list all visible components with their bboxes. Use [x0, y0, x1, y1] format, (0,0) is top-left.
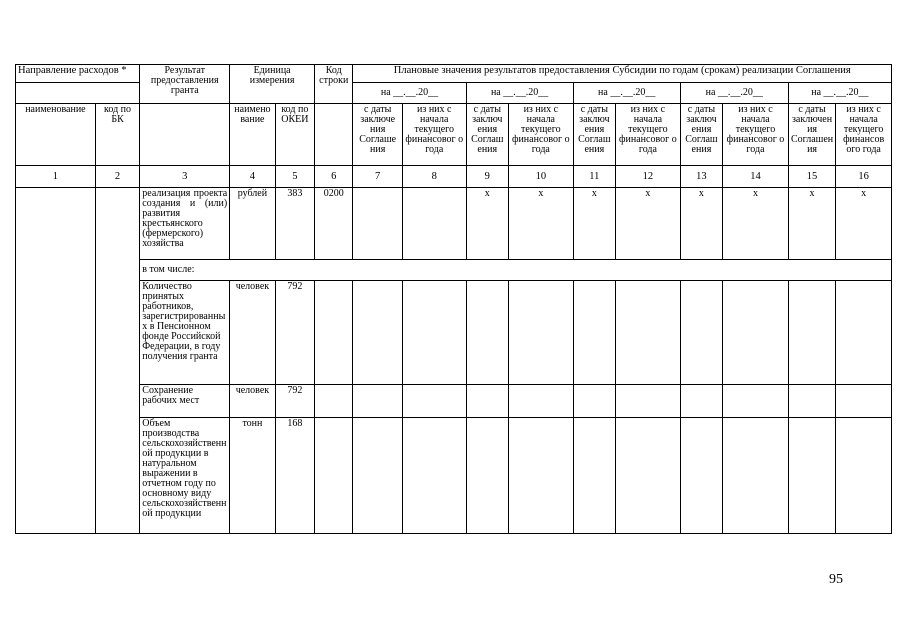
row-unit: человек — [230, 385, 275, 418]
row-value — [680, 418, 722, 534]
row-value — [353, 418, 403, 534]
row-value — [402, 281, 466, 385]
row-value: x — [508, 188, 573, 260]
row-value — [466, 418, 508, 534]
row-okei: 383 — [275, 188, 314, 260]
col-number: 6 — [315, 166, 353, 188]
row-value — [616, 281, 681, 385]
header-direction: Направление расходов * — [16, 65, 140, 83]
row-unit: тонн — [230, 418, 275, 534]
results-table — [15, 64, 892, 534]
header-plan: Плановые значения результатов предоставления Субсидии по годам (срокам) реализации Соглашения — [353, 65, 892, 83]
row-okei: 792 — [275, 281, 314, 385]
header-period-1: на __.__.20__ — [353, 83, 466, 104]
row-value — [723, 385, 789, 418]
row-value — [466, 281, 508, 385]
header-from-date-1: с даты заключе ния Соглаше ния — [353, 104, 403, 166]
col-number: 2 — [95, 166, 139, 188]
row-value — [573, 281, 615, 385]
row-value: x — [680, 188, 722, 260]
header-from-date-3: с даты заключ ения Соглаш ения — [573, 104, 615, 166]
row-value: x — [788, 188, 835, 260]
row-code: 0200 — [315, 188, 353, 260]
col-number: 15 — [788, 166, 835, 188]
col-number: 10 — [508, 166, 573, 188]
row-value — [402, 188, 466, 260]
row-unit: человек — [230, 281, 275, 385]
col-number: 13 — [680, 166, 722, 188]
header-from-start-4: из них с начала текущего финансовог о года — [723, 104, 789, 166]
header-from-date-5: с даты заключен ия Соглашен ия — [788, 104, 835, 166]
row-code — [315, 281, 353, 385]
header-code-bk: код по БК — [95, 104, 139, 166]
col-number: 7 — [353, 166, 403, 188]
row-value — [573, 418, 615, 534]
header-result: Результат предоставления гранта — [140, 65, 230, 104]
col-number: 14 — [723, 166, 789, 188]
row-value: x — [723, 188, 789, 260]
row-okei: 168 — [275, 418, 314, 534]
row-value — [508, 281, 573, 385]
row-result: Объем производства сельскохозяйственной продукции в натуральном выражении в отчетном году по основному виду сельскохозяйственной продукции — [140, 418, 230, 534]
col-number: 9 — [466, 166, 508, 188]
row-value — [616, 418, 681, 534]
header-unit-name: наимено вание — [230, 104, 275, 166]
row-value — [508, 418, 573, 534]
header-code-okei: код по ОКЕИ — [275, 104, 314, 166]
direction-name-cell — [16, 188, 96, 534]
header-name: наименование — [16, 104, 96, 166]
row-code — [315, 418, 353, 534]
row-value — [836, 385, 892, 418]
header-from-date-4: с даты заключ ения Соглаш ения — [680, 104, 722, 166]
row-value — [723, 281, 789, 385]
row-value — [723, 418, 789, 534]
row-value — [353, 281, 403, 385]
header-result-sub — [140, 104, 230, 166]
col-number: 1 — [16, 166, 96, 188]
col-number: 16 — [836, 166, 892, 188]
row-unit: рублей — [230, 188, 275, 260]
col-number: 3 — [140, 166, 230, 188]
col-number: 12 — [616, 166, 681, 188]
header-from-start-1: из них с начала текущего финансовог о года — [402, 104, 466, 166]
row-result: Количество принятых работников, зарегистрированных в Пенсионном фонде Российской Федерации, в году получения гранта — [140, 281, 230, 385]
header-unit: Единица измерения — [230, 65, 315, 104]
col-number: 5 — [275, 166, 314, 188]
row-value — [788, 418, 835, 534]
row-value — [616, 385, 681, 418]
row-value — [836, 418, 892, 534]
header-code-row: Код строки — [315, 65, 353, 104]
row-value — [788, 281, 835, 385]
header-period-5: на __.__.20__ — [788, 83, 891, 104]
row-value — [836, 281, 892, 385]
header-from-start-5: из них с начала текущего финансов ого года — [836, 104, 892, 166]
row-value: x — [466, 188, 508, 260]
header-direction-spacer — [16, 83, 140, 104]
header-period-3: на __.__.20__ — [573, 83, 680, 104]
row-value — [680, 385, 722, 418]
header-period-4: на __.__.20__ — [680, 83, 788, 104]
row-value: x — [836, 188, 892, 260]
row-value: x — [573, 188, 615, 260]
row-value — [466, 385, 508, 418]
row-code — [315, 385, 353, 418]
row-value — [353, 385, 403, 418]
header-period-2: на __.__.20__ — [466, 83, 573, 104]
header-from-date-2: с даты заключ ения Соглаш ения — [466, 104, 508, 166]
row-value — [402, 385, 466, 418]
row-result: реализация проекта создания и (или) развития крестьянского (фермерского) хозяйства — [140, 188, 230, 260]
page-number: 95 — [829, 572, 843, 587]
header-from-start-2: из них с начала текущего финансовог о года — [508, 104, 573, 166]
row-value — [680, 281, 722, 385]
col-number: 8 — [402, 166, 466, 188]
row-value — [788, 385, 835, 418]
row-value: x — [616, 188, 681, 260]
row-value — [508, 385, 573, 418]
row-value — [573, 385, 615, 418]
col-number: 11 — [573, 166, 615, 188]
col-number: 4 — [230, 166, 275, 188]
direction-code-cell — [95, 188, 139, 534]
row-okei: 792 — [275, 385, 314, 418]
header-code-row-sub — [315, 104, 353, 166]
header-from-start-3: из них с начала текущего финансовог о года — [616, 104, 681, 166]
row-value — [353, 188, 403, 260]
row-including: в том числе: — [140, 260, 892, 281]
row-value — [402, 418, 466, 534]
row-result: Сохранение рабочих мест — [140, 385, 230, 418]
